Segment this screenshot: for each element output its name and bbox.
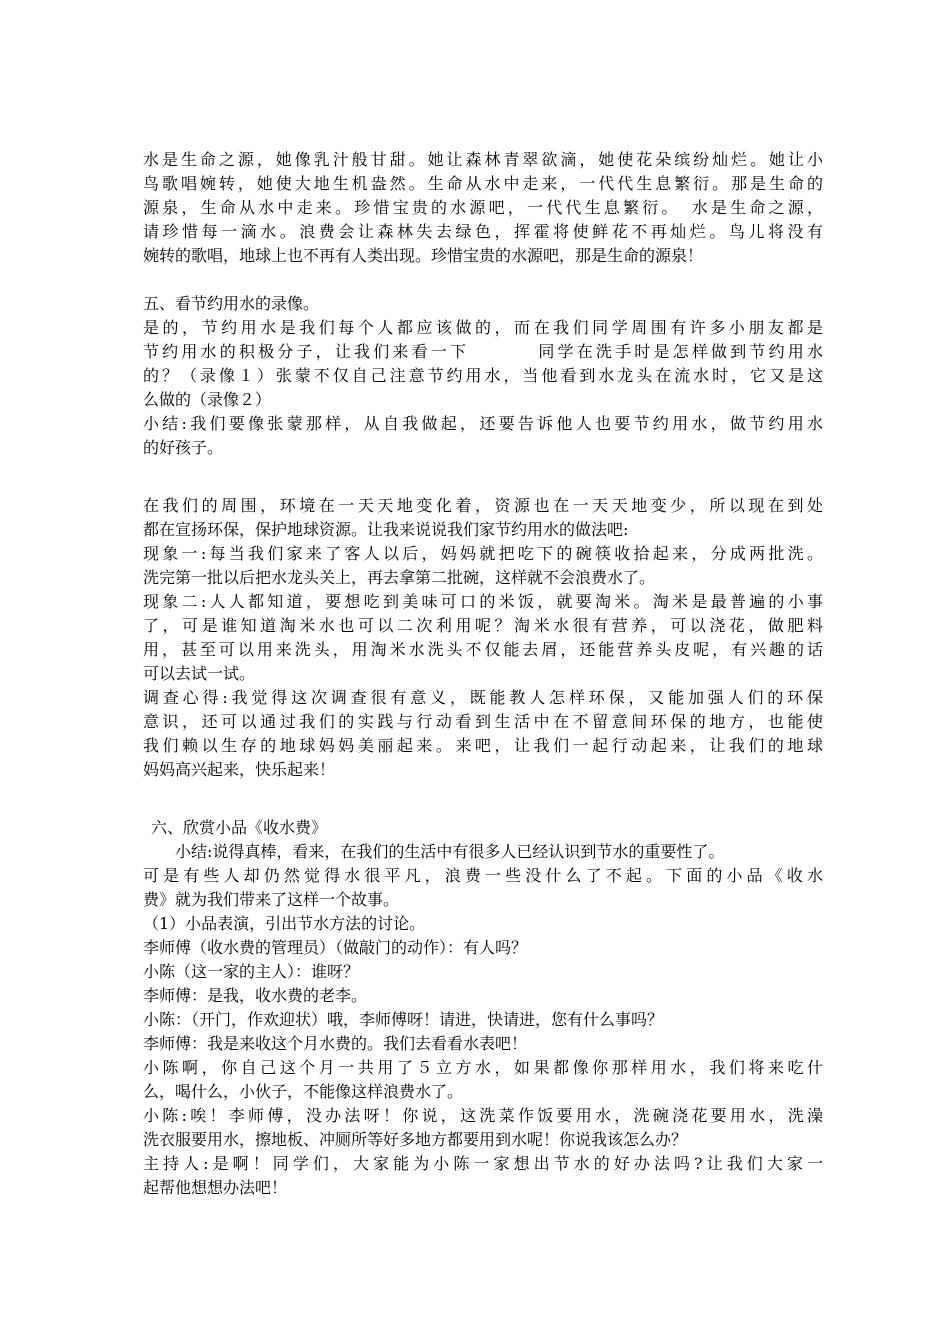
text-line: 小陈:唉！李师傅，没办法呀！你说，这洗菜作饭要用水，洗碗浇花要用水，洗澡 [143, 1106, 823, 1125]
text-line: 洗衣服要用水，擦地板、冲厕所等好多地方都要用到水呢！你说我该怎么办？ [143, 1130, 688, 1149]
text-line: 用，甚至可以用来洗头，用淘米水洗头不仅能去屑，还能营养头皮呢，有兴趣的话 [143, 640, 823, 659]
text-line: 起帮他想想办法吧！ [143, 1178, 288, 1197]
text-line: 水是生命之源，她像乳汁般甘甜。她让森林青翠欲滴，她使花朵缤纷灿烂。她让小 [143, 150, 823, 169]
text-line: 鸟歌唱婉转，她使大地生机盎然。生命从水中走来，一代代生息繁衍。那是生命的 [143, 174, 823, 193]
text-line: 的？（录像１）张蒙不仅自己注意节约用水，当他看到水龙头在流水时，它又是这 [143, 366, 823, 385]
water-paragraph [143, 148, 823, 268]
text-line: 现象一:每当我们家来了客人以后，妈妈就把吃下的碗筷收拾起来，分成两批洗。 [143, 544, 823, 563]
text-line: 小陈啊，你自己这个月一共用了５立方水，如果都像你那样用水，我们将来吃什 [143, 1058, 823, 1077]
text-line: 李师傅：是我，收水费的老李。 [143, 986, 368, 1005]
text-line: 调查心得:我觉得这次调查很有意义，既能教人怎样环保，又能加强人们的环保 [143, 688, 823, 707]
text-line: 我们赖以生存的地球妈妈美丽起来。来吧，让我们一起行动起来，让我们的地球 [143, 736, 823, 755]
text-line: 的好孩子。 [143, 438, 224, 457]
text-line: 洗完第一批以后把水龙头关上，再去拿第二批碗，这样就不会浪费水了。 [143, 568, 656, 587]
text-line: 费》就为我们带来了这样一个故事。 [143, 890, 400, 909]
text-line: 了，可是谁知道淘米水也可以二次利用呢？淘米水很有营养，可以浇花，做肥料 [143, 616, 823, 635]
section-6-heading: 六、欣赏小品《收水费》 [151, 818, 328, 837]
text-line: 小结:我们要像张蒙那样，从自我做起，还要告诉他人也要节约用水，做节约用水 [143, 414, 823, 433]
text-line: 可是有些人却仍然觉得水很平凡，浪费一些没什么了不起。下面的小品《收水 [143, 866, 823, 885]
text-line: 么做的（录像２） [143, 390, 272, 409]
text-line: 现象二:人人都知道，要想吃到美味可口的米饭，就要淘米。淘米是最普遍的小事 [143, 592, 823, 611]
text-line: 意识，还可以通过我们的实践与行动看到生活中在不留意间环保的地方，也能使 [143, 712, 823, 731]
survey-paragraph [143, 494, 823, 782]
text-segment: 节约用水的积极分子，让我们来看一下 [143, 342, 470, 361]
text-segment: 同学在洗手时是怎样做到节约用水 [535, 342, 823, 361]
section-6-body [143, 840, 823, 1200]
text-line: 都在宣扬环保，保护地球资源。让我来说说我们家节约用水的做法吧: [143, 520, 629, 539]
text-line: 主持人:是啊！同学们，大家能为小陈一家想出节水的好办法吗?让我们大家一 [143, 1154, 823, 1173]
section-5-heading: 五、看节约用水的录像。 [143, 294, 320, 313]
text-line: 请珍惜每一滴水。浪费会让森林失去绿色，挥霍将使鲜花不再灿烂。鸟儿将没有 [143, 222, 823, 241]
text-line: 婉转的歌唱，地球上也不再有人类出现。珍惜宝贵的水源吧，那是生命的源泉！ [143, 246, 704, 265]
text-line: （1）小品表演，引出节水方法的讨论。 [143, 914, 426, 933]
text-line: 可以去试一试。 [143, 664, 256, 683]
text-line: 在我们的周围，环境在一天天地变化着，资源也在一天天地变少，所以现在到处 [143, 496, 823, 515]
text-line: 小陈：（开门，作欢迎状）哦，李师傅呀！请进，快请进，您有什么事吗？ [143, 1010, 664, 1029]
text-line [143, 340, 823, 364]
document-page [143, 148, 823, 1200]
text-line: 是的，节约用水是我们每个人都应该做的，而在我们同学周围有许多小朋友都是 [143, 318, 823, 337]
text-line: 小陈（这一家的主人）：谁呀？ [143, 962, 360, 981]
text-line: 么，喝什么，小伙子，不能像这样浪费水了。 [143, 1082, 464, 1101]
text-line: 源泉，生命从水中走来。珍惜宝贵的水源吧，一代代生息繁衍。 水是生命之源， [143, 198, 823, 217]
text-line: 李师傅（收水费的管理员）（做敲门的动作）：有人吗？ [143, 938, 528, 957]
section-5-body [143, 316, 823, 460]
text-line: 小结:说得真棒，看来，在我们的生活中有很多人已经认识到节水的重要性了。 [175, 842, 725, 861]
text-line: 妈妈高兴起来，快乐起来！ [143, 760, 336, 779]
text-line: 李师傅：我是来收这个月水费的。我们去看看水表吧！ [143, 1034, 528, 1053]
